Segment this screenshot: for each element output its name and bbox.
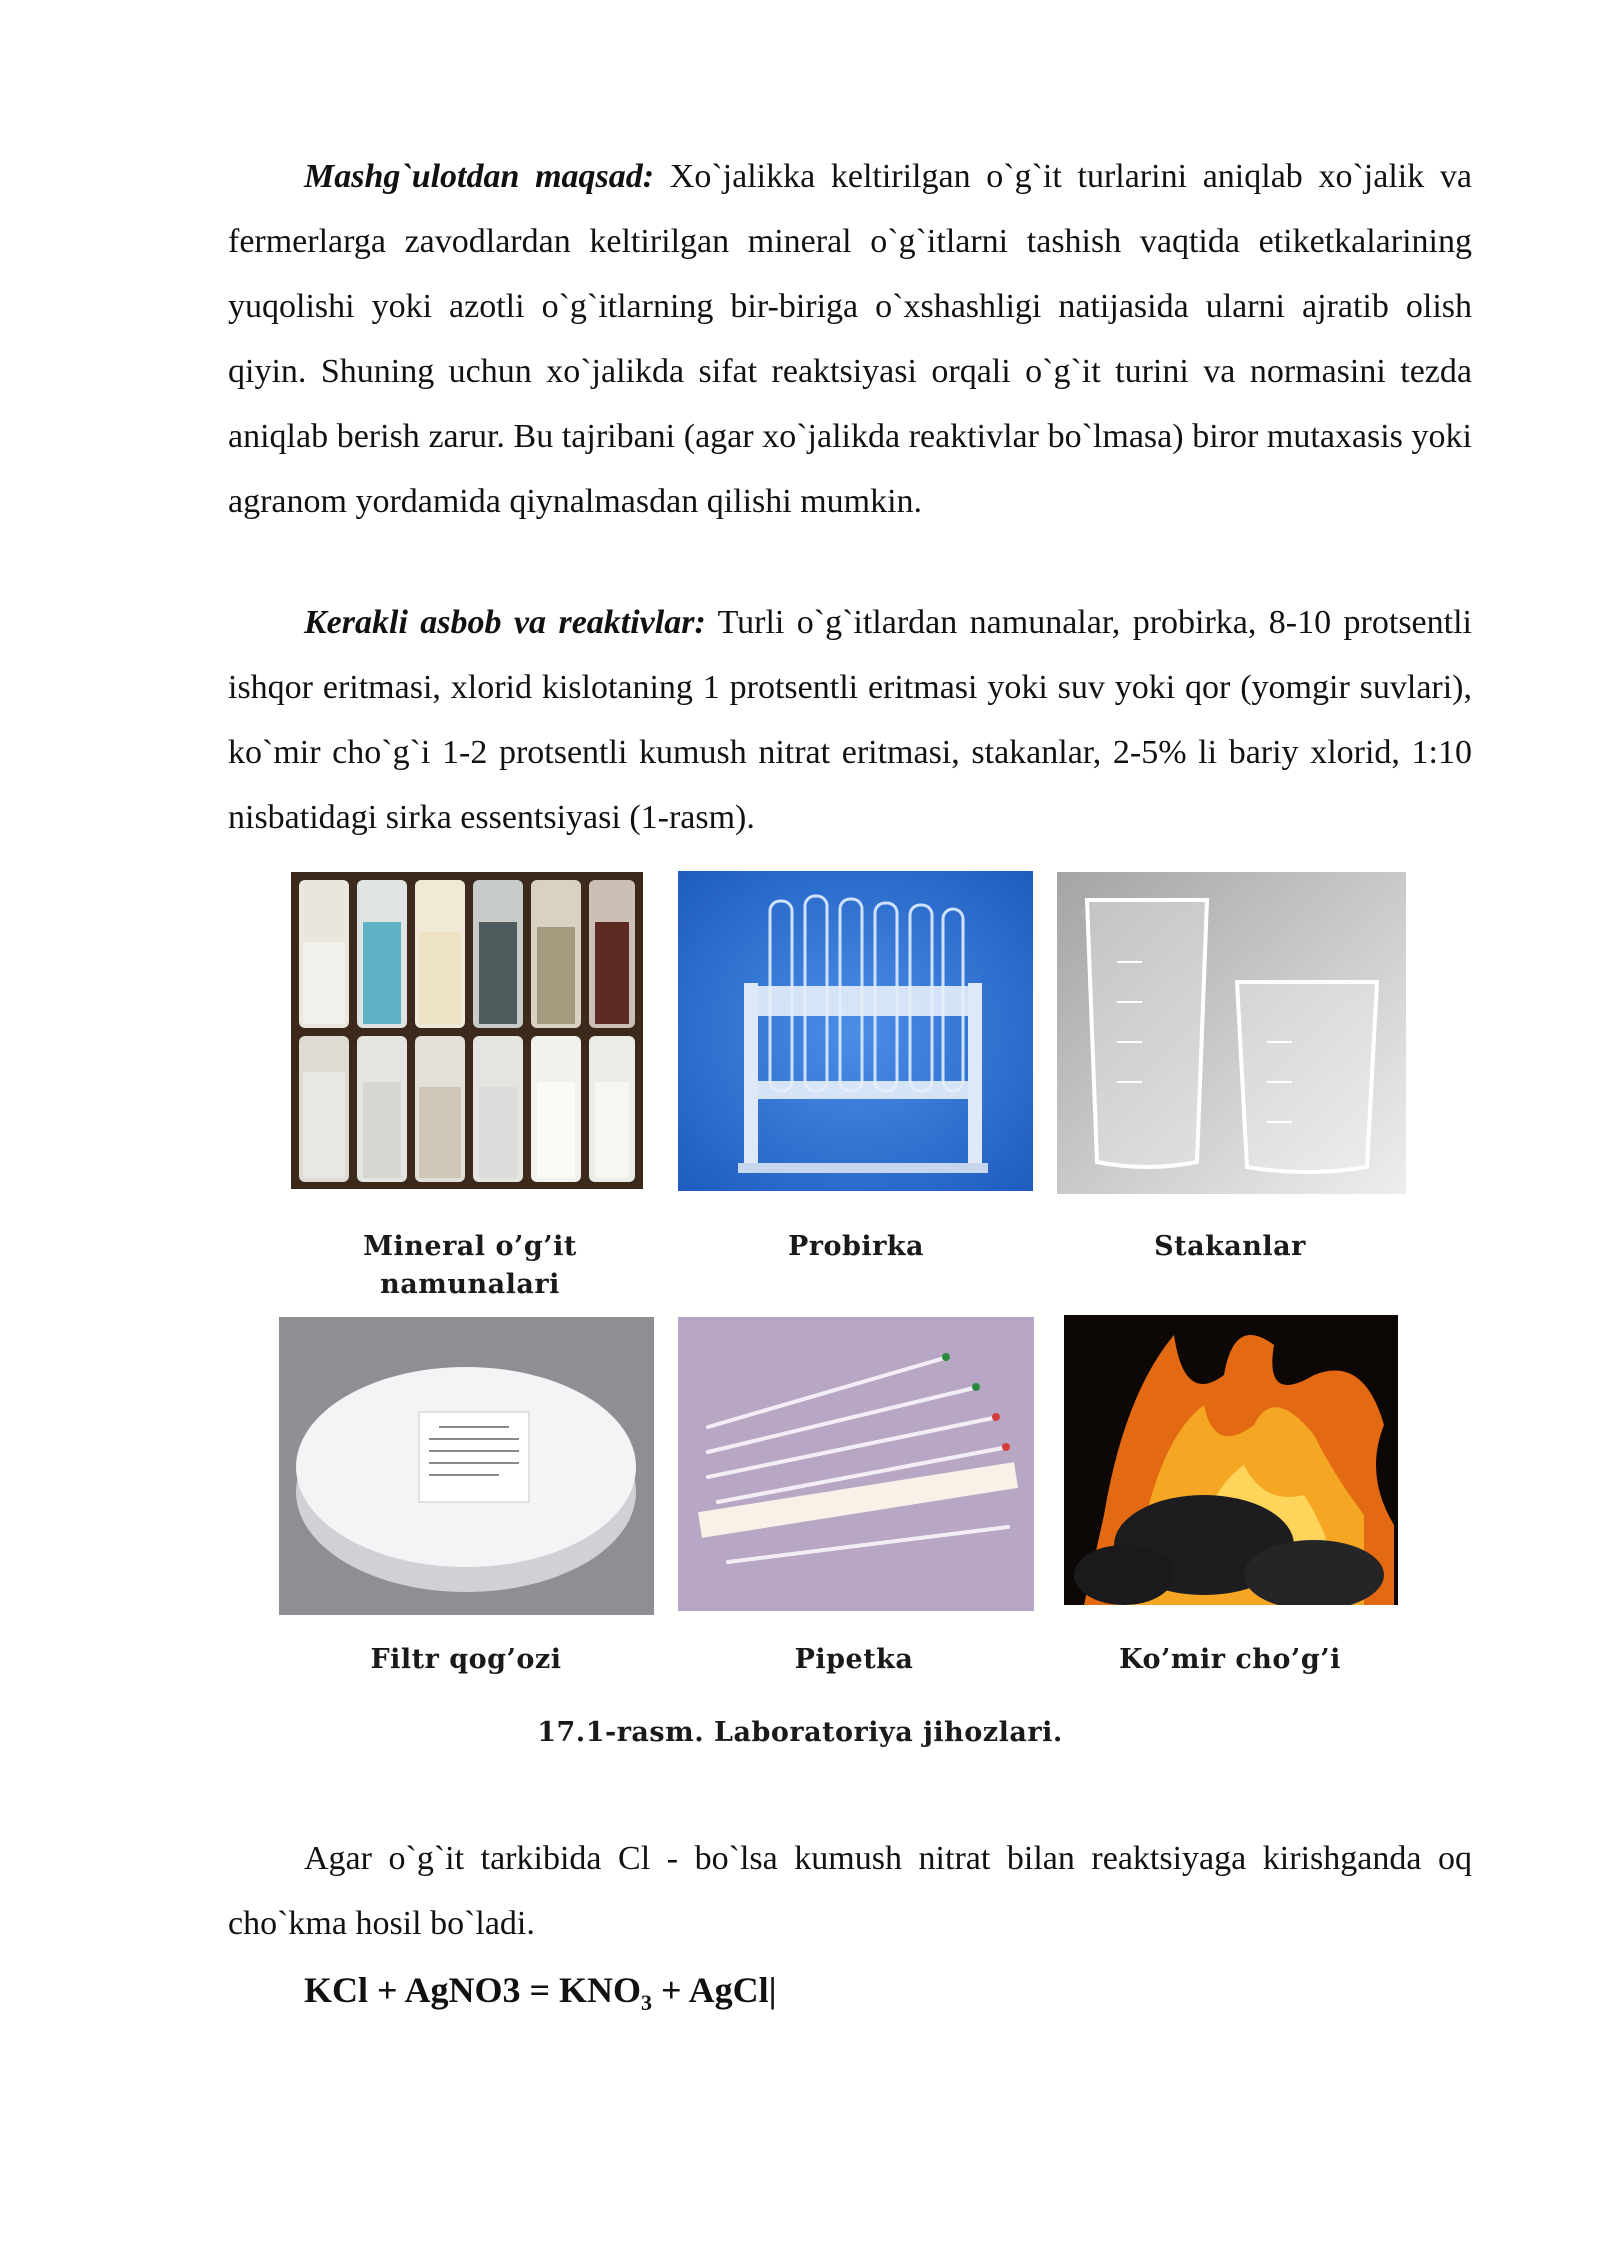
reaction-paragraph (228, 1826, 1472, 1956)
formula-left: KCl + AgNO3 = KNO (304, 1970, 642, 2010)
intro-body: Xo`jalikka keltirilgan o`g`it turlarini aniqlab xo`jalik va fermerlarga zavodlardan keltirilgan mineral o`g`itlarni tashish vaqtida etiketkalarining yuqolishi yoki azotli o`g`itlarning bir-biriga o`xshashligi natijasida ularni ajratib olish qiyin. Shuning uchun xo`jalikda sifat reaktsiyasi orqali o`g`it turini va normasini tezda aniqlab berish zarur. Bu tajribani (agar xo`jalikda reaktivlar bo`lmasa) biror mutaxasis yoki agranom yordamida qiynalmasdan qilishi mumkin. (228, 158, 1472, 520)
materials-lead: Kerakli asbob va reaktivlar: (304, 604, 706, 641)
intro-lead: Mashg`ulotdan maqsad: (304, 158, 655, 195)
reaction-body: Agar o`g`it tarkibida Cl - bo`lsa kumush nitrat bilan reaktsiyaga kirishganda oq cho`kma hosil bo`ladi. (228, 1840, 1472, 1942)
intro-paragraph (228, 144, 1472, 534)
burning-coal-image (1064, 1315, 1398, 1605)
caption-samples-line2: namunalari (380, 1269, 560, 1300)
figure-title: 17.1-rasm. Laboratoriya jihozlari. (537, 1717, 1063, 1748)
fertilizer-samples-image (291, 872, 643, 1189)
reaction-formula (304, 1969, 777, 2016)
caption-filter-paper: Filtr qog’ozi (370, 1644, 562, 1675)
caption-fertilizer-samples (320, 1228, 620, 1304)
filter-paper-image (279, 1317, 654, 1615)
formula-subscript: 3 (641, 1990, 653, 2016)
caption-pipette: Pipetka (794, 1644, 914, 1675)
materials-paragraph (228, 590, 1472, 850)
caption-samples-line1: Mineral o’g’it (363, 1231, 577, 1262)
test-tubes-image (678, 871, 1033, 1191)
caption-test-tubes: Probirka (787, 1231, 925, 1262)
beakers-image (1057, 872, 1406, 1194)
materials-body: Turli o`g`itlardan namunalar, probirka, 8-10 protsentli ishqor eritmasi, xlorid kislotaning 1 protsentli eritmasi yoki suv yoki qor (yomgir suvlari), ko`mir cho`g`i 1-2 protsentli kumush nitrat eritmasi, stakanlar, 2-5% li bariy xlorid, 1:10 nisbatidagi sirka essentsiyasi (1-rasm). (228, 604, 1472, 836)
pipettes-image (678, 1317, 1034, 1611)
formula-right: + AgCl| (652, 1970, 777, 2010)
caption-coal: Ko’mir cho’g’i (1119, 1644, 1341, 1675)
caption-beakers: Stakanlar (1154, 1231, 1306, 1262)
